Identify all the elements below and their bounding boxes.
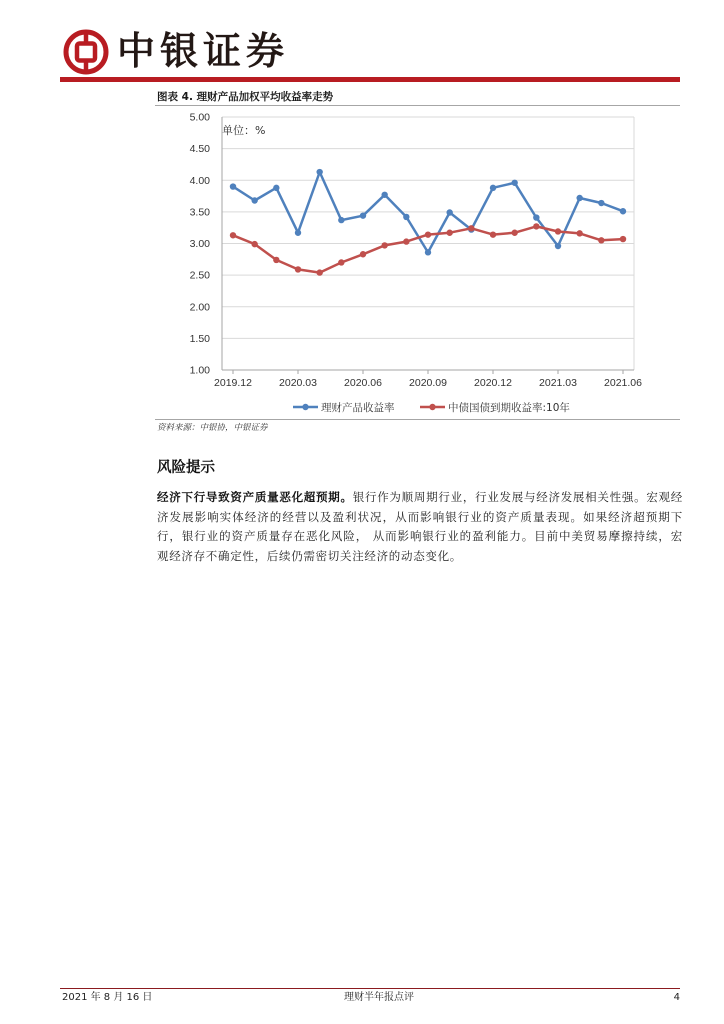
series-2-point bbox=[511, 230, 517, 236]
legend-label: 理财产品收益率 bbox=[321, 402, 395, 414]
series-2-point bbox=[273, 257, 279, 263]
x-tick-label: 2020.12 bbox=[474, 377, 512, 389]
series-2-point bbox=[425, 231, 431, 237]
series-1-point bbox=[230, 183, 236, 189]
series-2-point bbox=[251, 241, 257, 247]
y-tick-label: 4.50 bbox=[189, 143, 210, 156]
series-2-point bbox=[446, 230, 452, 236]
series-1-point bbox=[251, 197, 257, 203]
chart-grid bbox=[222, 117, 634, 370]
figure-title: 图表 4. 理财产品加权平均收益率走势 bbox=[157, 91, 334, 103]
series-2-point bbox=[490, 231, 496, 237]
series-2-point bbox=[533, 223, 539, 229]
chart-axes bbox=[190, 112, 643, 389]
y-tick-label: 5.00 bbox=[189, 111, 210, 124]
series-1-point bbox=[273, 185, 279, 191]
bank-of-china-logo-icon bbox=[62, 28, 110, 76]
series-2-point bbox=[360, 251, 366, 257]
page-number: 4 bbox=[673, 992, 680, 1003]
footer-date: 2021 年 8 月 16 日 bbox=[62, 992, 153, 1003]
series-2-point bbox=[598, 237, 604, 243]
y-tick-label: 3.50 bbox=[189, 206, 210, 219]
series-1-point bbox=[533, 214, 539, 220]
series-2-point bbox=[555, 228, 561, 234]
risk-body-text: 银行作为顺周期行业，行业发展与经济发展相关性强。宏观经济发展影响实体经济的经营以及盈利状况，从而影响银行业的资产质量表现。如果经济超预期下行，银行业的资产质量存在恶化风险， 从而影响银行业的盈利能力。目前中美贸易摩擦持续，宏观经济存不确定性，后续仍需密切关注经济的动态变化。 bbox=[157, 490, 683, 564]
y-tick-label: 2.50 bbox=[189, 269, 210, 282]
y-tick-label: 2.00 bbox=[189, 301, 210, 314]
series-1-point bbox=[381, 192, 387, 198]
series-1-point bbox=[446, 209, 452, 215]
series-1-point bbox=[360, 212, 366, 218]
series-2-point bbox=[316, 269, 322, 275]
legend-swatch-marker bbox=[302, 404, 308, 410]
series-2-point bbox=[468, 225, 474, 231]
series-1-point bbox=[403, 214, 409, 220]
chart-series bbox=[230, 169, 626, 276]
series-2-point bbox=[295, 266, 301, 272]
series-1-point bbox=[295, 230, 301, 236]
header-divider bbox=[60, 77, 680, 82]
series-1-point bbox=[338, 217, 344, 223]
series-2-point bbox=[576, 230, 582, 236]
y-tick-label: 3.00 bbox=[189, 238, 210, 251]
y-tick-label: 1.50 bbox=[189, 332, 210, 345]
risk-lead-sentence: 经济下行导致资产质量恶化超预期。 bbox=[157, 490, 353, 504]
footer-report-type: 理财半年报点评 bbox=[344, 992, 414, 1003]
risk-paragraph bbox=[157, 488, 683, 567]
series-1-point bbox=[511, 180, 517, 186]
legend-item-wealth-product-yield bbox=[293, 401, 395, 414]
x-tick-label: 2020.09 bbox=[409, 377, 447, 389]
section-heading-risk: 风险提示 bbox=[157, 460, 215, 476]
figure-bottom-divider bbox=[155, 419, 680, 420]
brand-name: 中银证券 bbox=[117, 28, 290, 73]
series-1-point bbox=[490, 185, 496, 191]
y-tick-label: 1.00 bbox=[189, 364, 210, 377]
series-1-point bbox=[316, 169, 322, 175]
series-1-point bbox=[555, 243, 561, 249]
series-1-point bbox=[576, 195, 582, 201]
footer-divider bbox=[60, 988, 680, 989]
series-2-point bbox=[338, 259, 344, 265]
figure-source-note: 资料来源：中银协，中银证券 bbox=[157, 423, 268, 433]
chart-legend bbox=[293, 401, 570, 414]
x-tick-label: 2020.06 bbox=[344, 377, 382, 389]
yield-line-chart bbox=[155, 106, 680, 418]
unit-label: 单位：% bbox=[222, 124, 266, 137]
series-1-point bbox=[425, 249, 431, 255]
y-tick-label: 4.00 bbox=[189, 174, 210, 187]
series-2-point bbox=[620, 236, 626, 242]
legend-item-treasury-yield-10y bbox=[420, 401, 570, 414]
series-1-point bbox=[598, 200, 604, 206]
x-tick-label: 2021.06 bbox=[604, 377, 642, 389]
x-tick-label: 2021.03 bbox=[539, 377, 577, 389]
series-1-point bbox=[620, 208, 626, 214]
series-2-point bbox=[230, 232, 236, 238]
x-tick-label: 2020.03 bbox=[279, 377, 317, 389]
x-tick-label: 2019.12 bbox=[214, 377, 252, 389]
series-2-point bbox=[381, 242, 387, 248]
legend-swatch-marker bbox=[429, 404, 435, 410]
series-2-point bbox=[403, 238, 409, 244]
legend-label: 中债国债到期收益率:10年 bbox=[448, 402, 570, 414]
